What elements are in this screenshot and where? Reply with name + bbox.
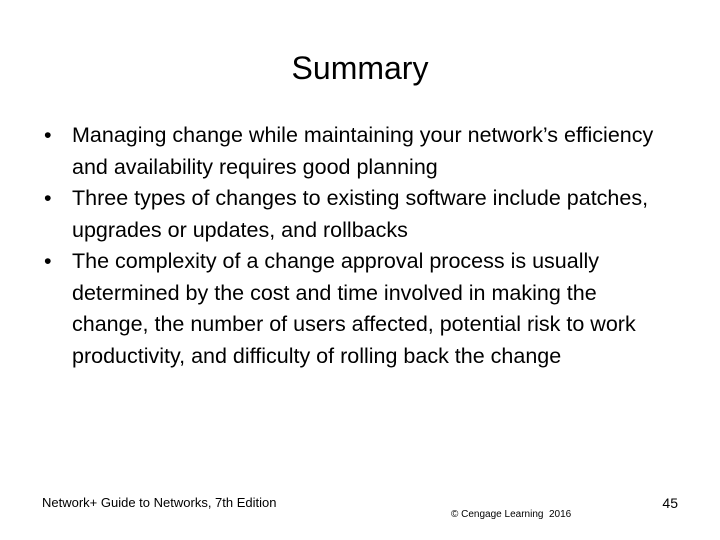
bullet-text: Managing change while maintaining your network’s efficiency and availability requires good planning xyxy=(72,123,654,179)
bullet-icon: • xyxy=(44,123,52,147)
bullet-item xyxy=(44,246,674,372)
bullet-icon: • xyxy=(44,249,52,273)
bullet-item xyxy=(44,120,674,183)
bullet-text: Three types of changes to existing software include patches, upgrades or updates, and rollbacks xyxy=(72,186,649,242)
bullet-icon: • xyxy=(44,186,52,210)
slide-title: Summary xyxy=(291,50,429,86)
footer-book-title: Network+ Guide to Networks, 7th Edition xyxy=(42,495,277,510)
bullet-text: The complexity of a change approval process is usually determined by the cost and time involved in making the change, the number of users affected, potential risk to work productivity, and difficulty of rolling back the change xyxy=(72,249,636,368)
bullet-item xyxy=(44,183,674,246)
page-number: 45 xyxy=(662,495,678,511)
bullet-list xyxy=(44,120,674,372)
footer-copyright: © Cengage Learning 2016 xyxy=(451,509,572,520)
